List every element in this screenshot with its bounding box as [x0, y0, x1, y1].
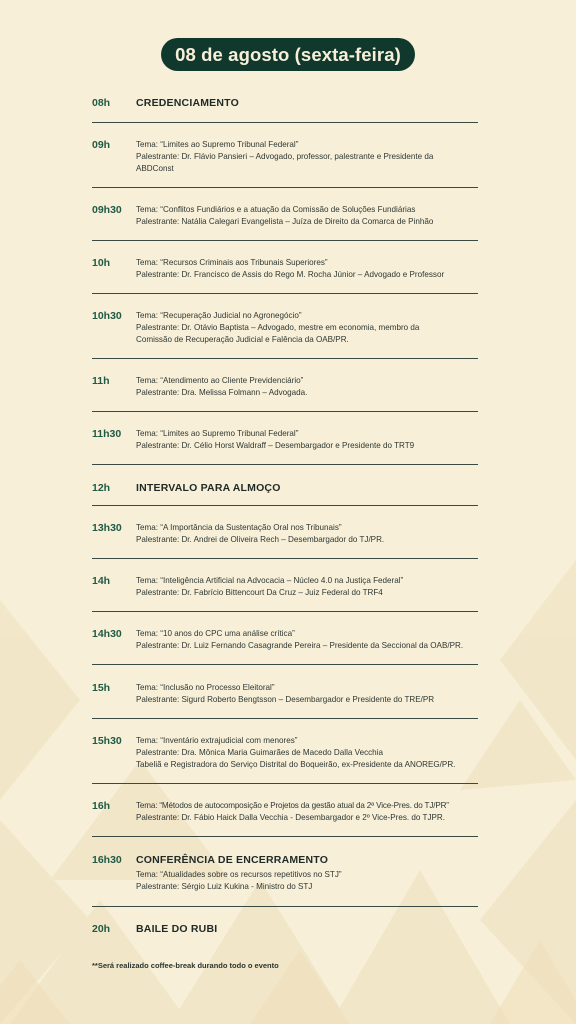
entry-tema: Tema: “Recursos Criminais aos Tribunais Superiores” — [136, 258, 328, 267]
entry-time: 20h — [92, 923, 111, 935]
entry-palestrante: Palestrante: Sigurd Roberto Bengtsson – Desembargador e Presidente do TRE/PR — [136, 694, 435, 704]
entry-tema: Tema: “Limites ao Supremo Tribunal Federal” — [136, 140, 299, 149]
divider — [92, 240, 478, 241]
entry-title: CONFERÊNCIA DE ENCERRAMENTO — [136, 854, 329, 866]
divider — [92, 464, 478, 465]
divider — [92, 293, 478, 294]
entry-time: 10h30 — [92, 310, 122, 322]
entry-title: BAILE DO RUBI — [136, 923, 218, 935]
divider — [92, 558, 478, 559]
entry-tema: Tema: “A Importância da Sustentação Oral nos Tribunais” — [136, 523, 342, 532]
footnote: **Será realizado coffee-break durando todo o evento — [92, 961, 279, 970]
divider — [92, 411, 478, 412]
entry-palestrante: Palestrante: Dr. Fabrício Bittencourt Da Cruz – Juiz Federal do TRF4 — [136, 587, 383, 597]
entry-palestrante: Palestrante: Dr. Flávio Pansieri – Advogado, professor, palestrante e Presidente da — [136, 151, 434, 161]
entry-palestrante: Palestrante: Sérgio Luiz Kukina - Ministro do STJ — [136, 881, 313, 891]
entry-time: 11h — [92, 375, 110, 387]
entry-palestrante: Palestrante: Dra. Mônica Maria Guimarães de Macedo Dalla Vecchia — [136, 747, 383, 757]
divider — [92, 358, 478, 359]
divider — [92, 505, 478, 506]
divider — [92, 783, 478, 784]
entry-palestrante: Palestrante: Dr. Otávio Baptista – Advogado, mestre em economia, membro da — [136, 322, 420, 332]
entry-tema: Tema: “Inventário extrajudicial com menores” — [136, 736, 298, 745]
entry-time: 16h — [92, 800, 111, 812]
entry-tema: Tema: “Limites ao Supremo Tribunal Federal” — [136, 429, 299, 438]
divider — [92, 836, 478, 837]
entry-time: 12h — [92, 482, 111, 494]
entry-time: 09h30 — [92, 204, 122, 216]
entry-time: 09h — [92, 139, 111, 151]
entry-tema: Tema: “Atendimento ao Cliente Previdenciário” — [136, 376, 304, 385]
entry-title: INTERVALO PARA ALMOÇO — [136, 482, 281, 494]
entry-time: 14h — [92, 575, 111, 587]
divider — [92, 718, 478, 719]
entry-palestrante: Palestrante: Natália Calegari Evangelista – Juíza de Direito da Comarca de Pinhão — [136, 216, 434, 226]
divider — [92, 187, 478, 188]
divider — [92, 906, 478, 907]
entry-tema: Tema: “Recuperação Judicial no Agronegócio” — [136, 311, 302, 320]
entry-time: 10h — [92, 257, 111, 269]
entry-time: 13h30 — [92, 522, 122, 534]
entry-extra: Comissão de Recuperação Judicial e Falência da OAB/PR. — [136, 334, 349, 344]
entry-palestrante: Palestrante: Dr. Fábio Haick Dalla Vecchia - Desembargador e 2º Vice-Pres. do TJPR. — [136, 812, 446, 822]
entry-tema: Tema: “Métodos de autocomposição e Projetos da gestão atual da 2ª Vice-Pres. do TJ/PR” — [136, 801, 449, 810]
entry-title: CREDENCIAMENTO — [136, 97, 239, 109]
entry-extra: Tabeliã e Registradora do Serviço Distrital do Boqueirão, ex-Presidente da ANOREG/PR. — [136, 759, 456, 769]
entry-time: 14h30 — [92, 628, 122, 640]
entry-tema: Tema: “Atualidades sobre os recursos repetitivos no STJ” — [136, 870, 342, 879]
entry-time: 15h30 — [92, 735, 122, 747]
entry-tema: Tema: “Inteligência Artificial na Advocacia – Núcleo 4.0 na Justiça Federal” — [136, 576, 404, 585]
entry-palestrante: Palestrante: Dr. Francisco de Assis do Rego M. Rocha Júnior – Advogado e Professor — [136, 269, 445, 279]
entry-palestrante: Palestrante: Dra. Melissa Folmann – Advogada. — [136, 387, 308, 397]
entry-time: 15h — [92, 682, 111, 694]
entry-time: 16h30 — [92, 854, 122, 866]
entry-time: 11h30 — [92, 428, 122, 440]
entry-tema: Tema: “10 anos do CPC uma análise crítica” — [136, 629, 295, 638]
entry-tema: Tema: “Conflitos Fundiários e a atuação da Comissão de Soluções Fundiárias — [136, 205, 416, 214]
divider — [92, 122, 478, 123]
divider — [92, 611, 478, 612]
entry-palestrante: Palestrante: Dr. Célio Horst Waldraff – Desembargador e Presidente do TRT9 — [136, 440, 415, 450]
entry-extra: ABDConst — [136, 163, 174, 173]
divider — [92, 664, 478, 665]
entry-tema: Tema: “Inclusão no Processo Eleitoral” — [136, 683, 275, 692]
entry-palestrante: Palestrante: Dr. Andrei de Oliveira Rech – Desembargador do TJ/PR. — [136, 534, 385, 544]
date-badge: 08 de agosto (sexta-feira) — [161, 38, 415, 71]
entry-time: 08h — [92, 97, 111, 109]
entry-palestrante: Palestrante: Dr. Luiz Fernando Casagrande Pereira – Presidente da Seccional da OAB/PR. — [136, 640, 464, 650]
